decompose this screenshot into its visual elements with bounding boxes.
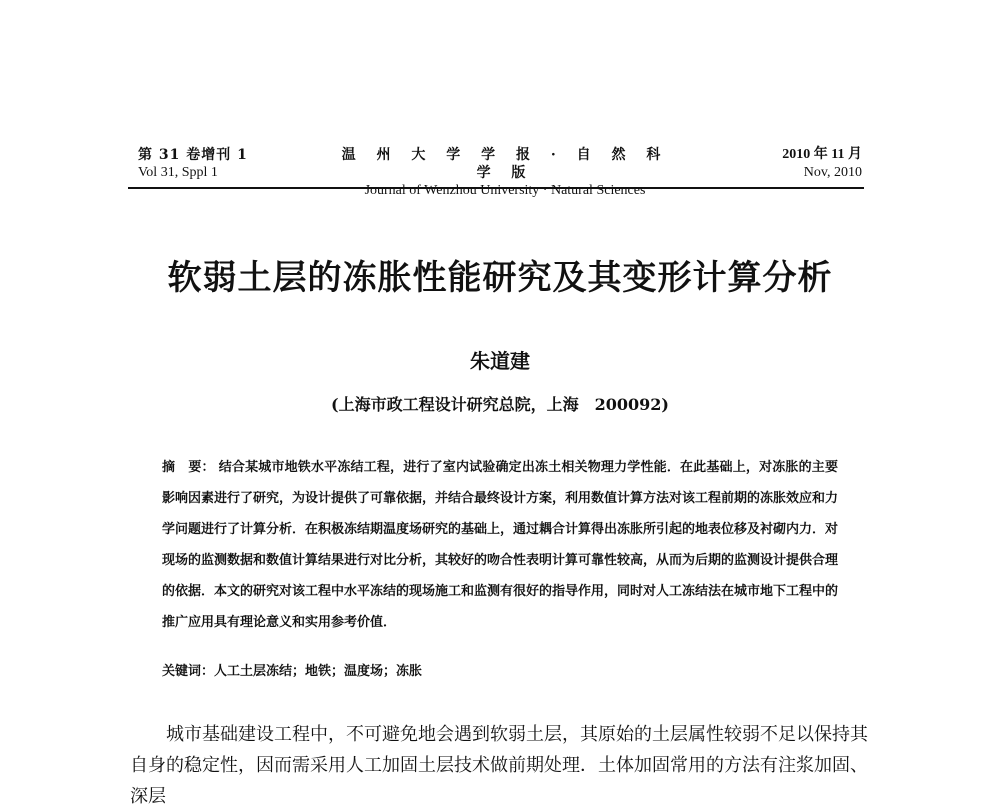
issue-date [782, 146, 862, 182]
keywords-text: 人工土层冻结；地铁；温度场；冻胀 [214, 664, 423, 679]
author-affiliation: (上海市政工程设计研究总院，上海 200092) [331, 395, 669, 414]
journal-name [340, 146, 670, 200]
volume-en: Vol 31, Sppl 1 [138, 165, 218, 180]
abstract-paragraph [162, 452, 838, 638]
abstract-label: 摘 要： [162, 460, 215, 475]
header-rule [128, 187, 864, 189]
abstract-text: 结合某城市地铁水平冻结工程，进行了室内试验确定出冻土相关物理力学性能．在此基础上，对冻胀的主要影响因素进行了研究，为设计提供了可靠依据，并结合最终设计方案，利用数值计算方法对该工程前期的冻胀效应和力学问题进行了计算分析．在积极冻结期温度场研究的基础上，通过耦合计算得出冻胀所引起的地表位移及衬砌内力．对现场的监测数据和数值计算结果进行对比分析，其较好的吻合性表明计算可靠性较高，从而为后期的监测设计提供合理的依据．本文的研究对该工程中水平冻结的现场施工和监测有很好的指导作用，同时对人工冻结法在城市地下工程中的推广应用具有理论意义和实用参考价值． [162, 460, 839, 630]
keywords-label: 关键词： [162, 664, 215, 679]
body-paragraph: 城市基础建设工程中，不可避免地会遇到软弱土层，其原始的土层属性较弱不足以保持其自身的稳定性，因而需采用人工加固土层技术做前期处理．土体加固常用的方法有注浆加固、深层 [130, 724, 868, 807]
date-en: Nov, 2010 [803, 165, 862, 180]
volume-info [138, 146, 248, 182]
body-section [130, 719, 870, 812]
abstract-section [162, 452, 838, 638]
journal-name-en: Journal of Wenzhou University · Natural Sciences [364, 183, 646, 198]
author-name: 朱道建 [470, 349, 530, 373]
article-title: 软弱土层的冻胀性能研究及其变形计算分析 [167, 258, 833, 298]
volume-cn: 第 31 卷增刊 1 [138, 147, 248, 163]
journal-name-cn: 温 州 大 学 学 报 · 自 然 科 学 版 [341, 147, 669, 181]
date-cn: 2010 年 11 月 [782, 147, 862, 162]
keywords-section [162, 660, 422, 679]
